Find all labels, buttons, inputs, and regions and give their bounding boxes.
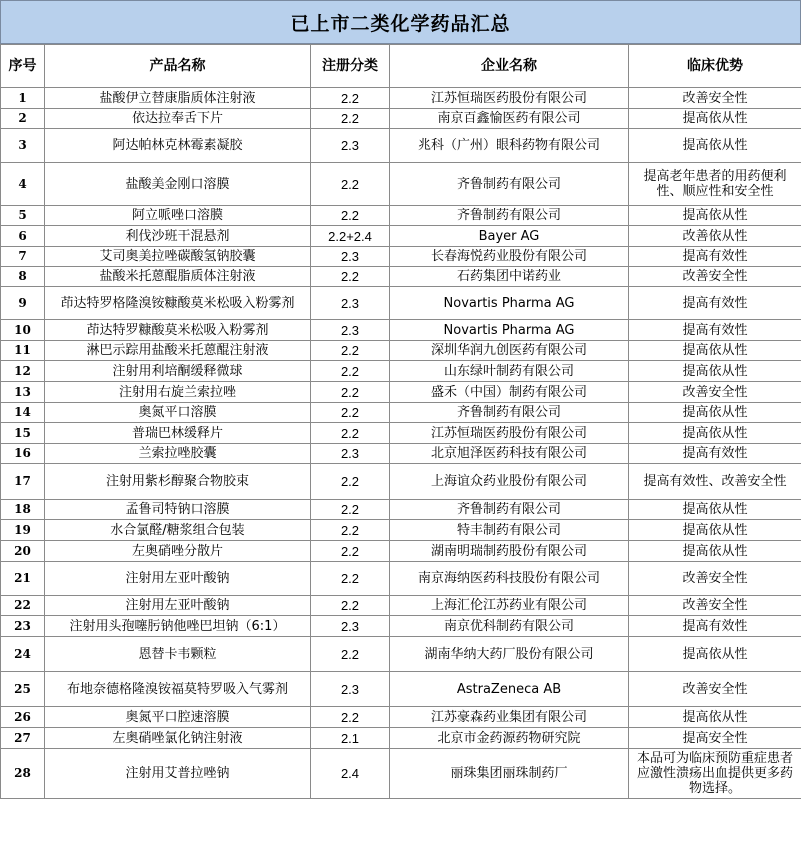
cell-company-name: 南京优科制药有限公司: [390, 616, 629, 637]
table-row: [1, 267, 801, 287]
cell-company-name: 石药集团中诺药业: [390, 267, 629, 287]
cell-no: 14: [1, 403, 45, 423]
cell-product-name: 孟鲁司特钠口溶膜: [45, 500, 311, 520]
cell-product-name: 利伐沙班干混悬剂: [45, 226, 311, 247]
cell-company-name: 长春海悦药业股份有限公司: [390, 247, 629, 267]
cell-company-name: 江苏恒瑞医药股份有限公司: [390, 88, 629, 109]
cell-clinical-advantage: 改善安全性: [629, 562, 801, 596]
cell-clinical-advantage: 改善安全性: [629, 596, 801, 616]
cell-registration-class: 2.2: [311, 361, 390, 382]
table-row: [1, 444, 801, 464]
cell-registration-class: 2.2+2.4: [311, 226, 390, 247]
cell-product-name: 布地奈德格隆溴铵福莫特罗吸入气雾剂: [45, 672, 311, 707]
cell-no: 7: [1, 247, 45, 267]
cell-registration-class: 2.2: [311, 500, 390, 520]
cell-clinical-advantage: 改善依从性: [629, 226, 801, 247]
cell-no: 28: [1, 749, 45, 799]
cell-product-name: 注射用右旋兰索拉唑: [45, 382, 311, 403]
table-row: [1, 382, 801, 403]
table-row: [1, 163, 801, 206]
table-row: [1, 707, 801, 728]
cell-product-name: 奥氮平口腔速溶膜: [45, 707, 311, 728]
cell-product-name: 茚达特罗格隆溴铵糠酸莫米松吸入粉雾剂: [45, 287, 311, 320]
cell-company-name: 丽珠集团丽珠制药厂: [390, 749, 629, 799]
cell-company-name: 南京海纳医药科技股份有限公司: [390, 562, 629, 596]
sheet-title: 已上市二类化学药品汇总: [0, 0, 801, 44]
table-row: [1, 247, 801, 267]
cell-product-name: 注射用利培酮缓释微球: [45, 361, 311, 382]
cell-no: 23: [1, 616, 45, 637]
cell-product-name: 阿立哌唑口溶膜: [45, 206, 311, 226]
cell-clinical-advantage: 提高有效性: [629, 444, 801, 464]
cell-clinical-advantage: 提高有效性、改善安全性: [629, 464, 801, 500]
drug-table: [0, 44, 801, 799]
cell-no: 19: [1, 520, 45, 541]
cell-product-name: 左奥硝唑氯化钠注射液: [45, 728, 311, 749]
cell-registration-class: 2.2: [311, 403, 390, 423]
cell-no: 26: [1, 707, 45, 728]
cell-product-name: 注射用头孢噻肟钠他唑巴坦钠（6:1）: [45, 616, 311, 637]
cell-no: 15: [1, 423, 45, 444]
cell-no: 5: [1, 206, 45, 226]
table-row: [1, 500, 801, 520]
cell-registration-class: 2.2: [311, 464, 390, 500]
cell-product-name: 普瑞巴林缓释片: [45, 423, 311, 444]
cell-product-name: 艾司奥美拉唑碳酸氢钠胶囊: [45, 247, 311, 267]
cell-registration-class: 2.2: [311, 109, 390, 129]
cell-clinical-advantage: 改善安全性: [629, 672, 801, 707]
cell-clinical-advantage: 提高依从性: [629, 129, 801, 163]
cell-registration-class: 2.2: [311, 637, 390, 672]
cell-product-name: 淋巴示踪用盐酸米托蒽醌注射液: [45, 341, 311, 361]
header-product-name: 产品名称: [45, 45, 311, 88]
table-row: [1, 361, 801, 382]
table-row: [1, 562, 801, 596]
cell-company-name: 齐鲁制药有限公司: [390, 500, 629, 520]
cell-registration-class: 2.2: [311, 520, 390, 541]
cell-company-name: 上海谊众药业股份有限公司: [390, 464, 629, 500]
cell-registration-class: 2.2: [311, 596, 390, 616]
cell-clinical-advantage: 改善安全性: [629, 267, 801, 287]
cell-registration-class: 2.3: [311, 320, 390, 341]
cell-company-name: 上海汇伦江苏药业有限公司: [390, 596, 629, 616]
cell-registration-class: 2.4: [311, 749, 390, 799]
cell-company-name: 山东绿叶制药有限公司: [390, 361, 629, 382]
table-row: [1, 520, 801, 541]
cell-registration-class: 2.3: [311, 247, 390, 267]
cell-no: 8: [1, 267, 45, 287]
cell-no: 16: [1, 444, 45, 464]
cell-no: 12: [1, 361, 45, 382]
cell-company-name: Novartis Pharma AG: [390, 320, 629, 341]
table-row: [1, 423, 801, 444]
table-row: [1, 749, 801, 799]
cell-no: 24: [1, 637, 45, 672]
cell-registration-class: 2.2: [311, 163, 390, 206]
header-company-name: 企业名称: [390, 45, 629, 88]
cell-company-name: 江苏恒瑞医药股份有限公司: [390, 423, 629, 444]
cell-registration-class: 2.3: [311, 444, 390, 464]
cell-company-name: AstraZeneca AB: [390, 672, 629, 707]
cell-company-name: 北京市金药源药物研究院: [390, 728, 629, 749]
cell-no: 9: [1, 287, 45, 320]
cell-no: 10: [1, 320, 45, 341]
table-row: [1, 728, 801, 749]
cell-company-name: 湖南明瑞制药股份有限公司: [390, 541, 629, 562]
cell-registration-class: 2.2: [311, 267, 390, 287]
cell-clinical-advantage: 提高老年患者的用药便利性、顺应性和安全性: [629, 163, 801, 206]
cell-company-name: 兆科（广州）眼科药物有限公司: [390, 129, 629, 163]
cell-no: 22: [1, 596, 45, 616]
table-row: [1, 320, 801, 341]
table-row: [1, 464, 801, 500]
cell-product-name: 恩替卡韦颗粒: [45, 637, 311, 672]
cell-clinical-advantage: 改善安全性: [629, 382, 801, 403]
header-clinical-advantage: 临床优势: [629, 45, 801, 88]
cell-no: 18: [1, 500, 45, 520]
cell-no: 11: [1, 341, 45, 361]
table-row: [1, 109, 801, 129]
cell-clinical-advantage: 提高依从性: [629, 520, 801, 541]
cell-clinical-advantage: 改善安全性: [629, 88, 801, 109]
cell-product-name: 盐酸米托蒽醌脂质体注射液: [45, 267, 311, 287]
table-row: [1, 616, 801, 637]
cell-registration-class: 2.2: [311, 541, 390, 562]
cell-company-name: 北京旭泽医药科技有限公司: [390, 444, 629, 464]
cell-company-name: 南京百鑫愉医药有限公司: [390, 109, 629, 129]
cell-product-name: 注射用紫杉醇聚合物胶束: [45, 464, 311, 500]
cell-company-name: Novartis Pharma AG: [390, 287, 629, 320]
cell-registration-class: 2.3: [311, 129, 390, 163]
cell-no: 4: [1, 163, 45, 206]
cell-no: 17: [1, 464, 45, 500]
table-row: [1, 672, 801, 707]
cell-product-name: 注射用左亚叶酸钠: [45, 596, 311, 616]
cell-registration-class: 2.3: [311, 672, 390, 707]
cell-registration-class: 2.2: [311, 88, 390, 109]
cell-company-name: Bayer AG: [390, 226, 629, 247]
cell-company-name: 湖南华纳大药厂股份有限公司: [390, 637, 629, 672]
cell-registration-class: 2.2: [311, 423, 390, 444]
cell-no: 27: [1, 728, 45, 749]
header-no: 序号: [1, 45, 45, 88]
cell-no: 21: [1, 562, 45, 596]
cell-product-name: 盐酸伊立替康脂质体注射液: [45, 88, 311, 109]
cell-product-name: 水合氯醛/糖浆组合包装: [45, 520, 311, 541]
table-row: [1, 403, 801, 423]
cell-registration-class: 2.2: [311, 707, 390, 728]
cell-product-name: 茚达特罗糠酸莫米松吸入粉雾剂: [45, 320, 311, 341]
cell-registration-class: 2.2: [311, 382, 390, 403]
cell-clinical-advantage: 本品可为临床预防重症患者应激性溃疡出血提供更多药物选择。: [629, 749, 801, 799]
cell-product-name: 注射用艾普拉唑钠: [45, 749, 311, 799]
cell-clinical-advantage: 提高有效性: [629, 320, 801, 341]
table-row: [1, 206, 801, 226]
cell-product-name: 奥氮平口溶膜: [45, 403, 311, 423]
cell-clinical-advantage: 提高依从性: [629, 206, 801, 226]
cell-company-name: 齐鲁制药有限公司: [390, 403, 629, 423]
cell-clinical-advantage: 提高依从性: [629, 109, 801, 129]
cell-no: 25: [1, 672, 45, 707]
cell-no: 2: [1, 109, 45, 129]
cell-registration-class: 2.2: [311, 562, 390, 596]
table-body: [1, 88, 801, 799]
cell-product-name: 盐酸美金刚口溶膜: [45, 163, 311, 206]
table-row: [1, 129, 801, 163]
cell-clinical-advantage: 提高依从性: [629, 707, 801, 728]
table-row: [1, 541, 801, 562]
cell-product-name: 依达拉奉舌下片: [45, 109, 311, 129]
table-row: [1, 637, 801, 672]
cell-company-name: 齐鲁制药有限公司: [390, 206, 629, 226]
cell-clinical-advantage: 提高依从性: [629, 341, 801, 361]
cell-clinical-advantage: 提高安全性: [629, 728, 801, 749]
cell-product-name: 兰索拉唑胶囊: [45, 444, 311, 464]
table-row: [1, 226, 801, 247]
cell-no: 13: [1, 382, 45, 403]
cell-company-name: 齐鲁制药有限公司: [390, 163, 629, 206]
cell-product-name: 阿达帕林克林霉素凝胶: [45, 129, 311, 163]
cell-no: 20: [1, 541, 45, 562]
cell-clinical-advantage: 提高依从性: [629, 423, 801, 444]
cell-company-name: 江苏豪森药业集团有限公司: [390, 707, 629, 728]
cell-clinical-advantage: 提高依从性: [629, 361, 801, 382]
table-row: [1, 596, 801, 616]
cell-clinical-advantage: 提高有效性: [629, 287, 801, 320]
cell-registration-class: 2.2: [311, 341, 390, 361]
cell-clinical-advantage: 提高依从性: [629, 637, 801, 672]
table-row: [1, 287, 801, 320]
cell-clinical-advantage: 提高有效性: [629, 616, 801, 637]
cell-clinical-advantage: 提高依从性: [629, 541, 801, 562]
cell-clinical-advantage: 提高依从性: [629, 500, 801, 520]
cell-product-name: 注射用左亚叶酸钠: [45, 562, 311, 596]
cell-registration-class: 2.1: [311, 728, 390, 749]
cell-no: 6: [1, 226, 45, 247]
cell-registration-class: 2.2: [311, 206, 390, 226]
header-registration-class: 注册分类: [311, 45, 390, 88]
cell-company-name: 特丰制药有限公司: [390, 520, 629, 541]
cell-no: 3: [1, 129, 45, 163]
table-row: [1, 341, 801, 361]
cell-clinical-advantage: 提高依从性: [629, 403, 801, 423]
cell-company-name: 深圳华润九创医药有限公司: [390, 341, 629, 361]
cell-registration-class: 2.3: [311, 616, 390, 637]
cell-company-name: 盛禾（中国）制药有限公司: [390, 382, 629, 403]
table-row: [1, 88, 801, 109]
table-header-row: [1, 45, 801, 88]
cell-registration-class: 2.3: [311, 287, 390, 320]
cell-no: 1: [1, 88, 45, 109]
cell-product-name: 左奥硝唑分散片: [45, 541, 311, 562]
cell-clinical-advantage: 提高有效性: [629, 247, 801, 267]
